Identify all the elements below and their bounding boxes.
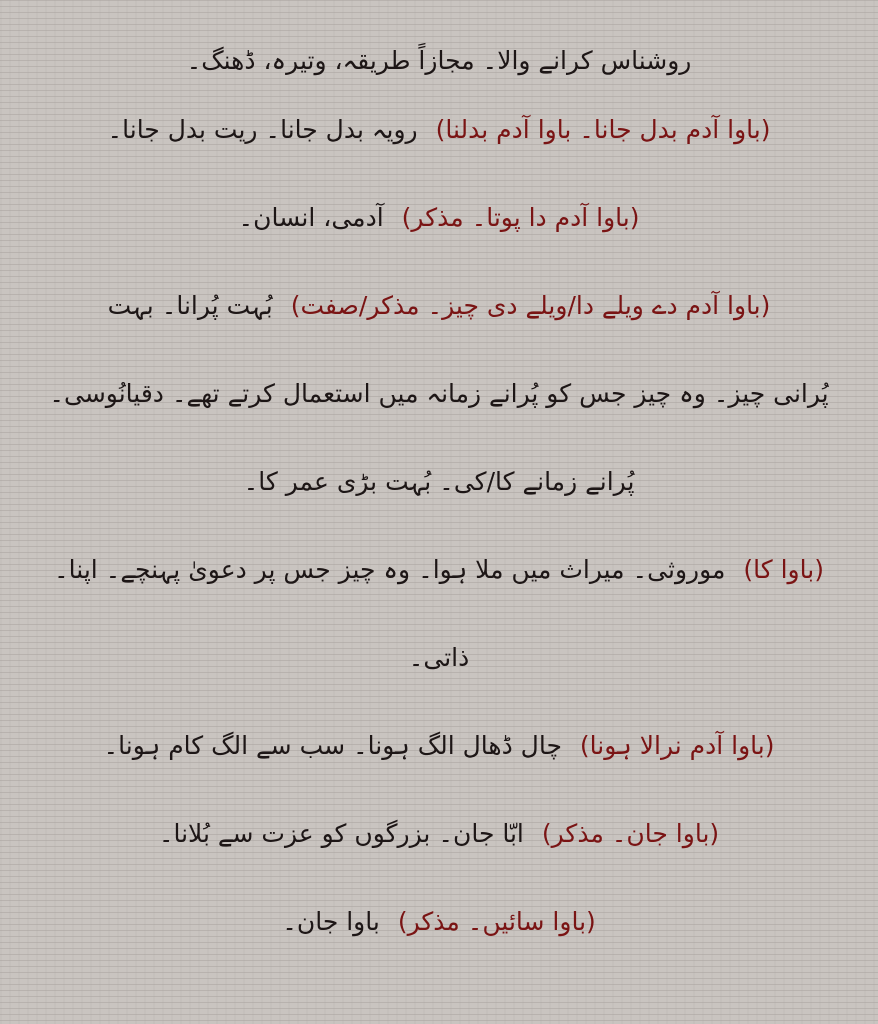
entry-definition: بُہت پُرانا۔ بہت [107,291,273,320]
entry-headword: (باوا آدم دے ویلے دا/ویلے دی چیز۔ مذکر/صفت) [290,291,771,320]
entry-line [30,702,848,790]
entry-headword: (باوا آدم دا پوتا۔ مذکر) [401,203,640,232]
entry-line [30,262,848,350]
entry-definition: موروثی۔ میراث میں ملا ہوا۔ وہ چیز جس پر دعویٰ پہنچے۔ اپنا۔ [54,555,726,584]
entry-definition: چال ڈھال الگ ہونا۔ سب سے الگ کام ہونا۔ [103,731,562,760]
entry-line [30,350,848,438]
entry-headword: (باوا کا) [743,555,824,584]
entry-line [30,614,848,702]
entry-definition: پُرانے زمانے کا/کی۔ بُہت بڑی عمر کا۔ [243,467,635,496]
entry-line [30,36,848,86]
entry-definition: باوا جان۔ [282,907,380,936]
entry-line [30,878,848,966]
entry-line [30,526,848,614]
entry-headword: (باوا آدم نرالا ہونا) [579,731,775,760]
entry-headword: (باوا سائیں۔ مذکر) [397,907,596,936]
entry-definition: پُرانی چیز۔ وہ چیز جس کو پُرانے زمانہ میں استعمال کرتے تھے۔ دقیانُوسی۔ [49,379,829,408]
entry-line [30,86,848,174]
entry-headword: (باوا آدم بدل جانا۔ باوا آدم بدلنا) [435,115,771,144]
entry-definition: ذاتی۔ [408,643,470,672]
entry-line [30,790,848,878]
entry-line [30,174,848,262]
entry-line [30,438,848,526]
entry-definition: آدمی، انسان۔ [238,203,384,232]
entry-definition: رویہ بدل جانا۔ ریت بدل جانا۔ [107,115,418,144]
entry-definition: روشناس کرانے والا۔ مجازاً طریقہ، وتیرہ، ڈھنگ۔ [186,46,692,75]
entry-headword: (باوا جان۔ مذکر) [541,819,720,848]
entry-definition: ابّا جان۔ بزرگوں کو عزت سے بُلانا۔ [158,819,524,848]
